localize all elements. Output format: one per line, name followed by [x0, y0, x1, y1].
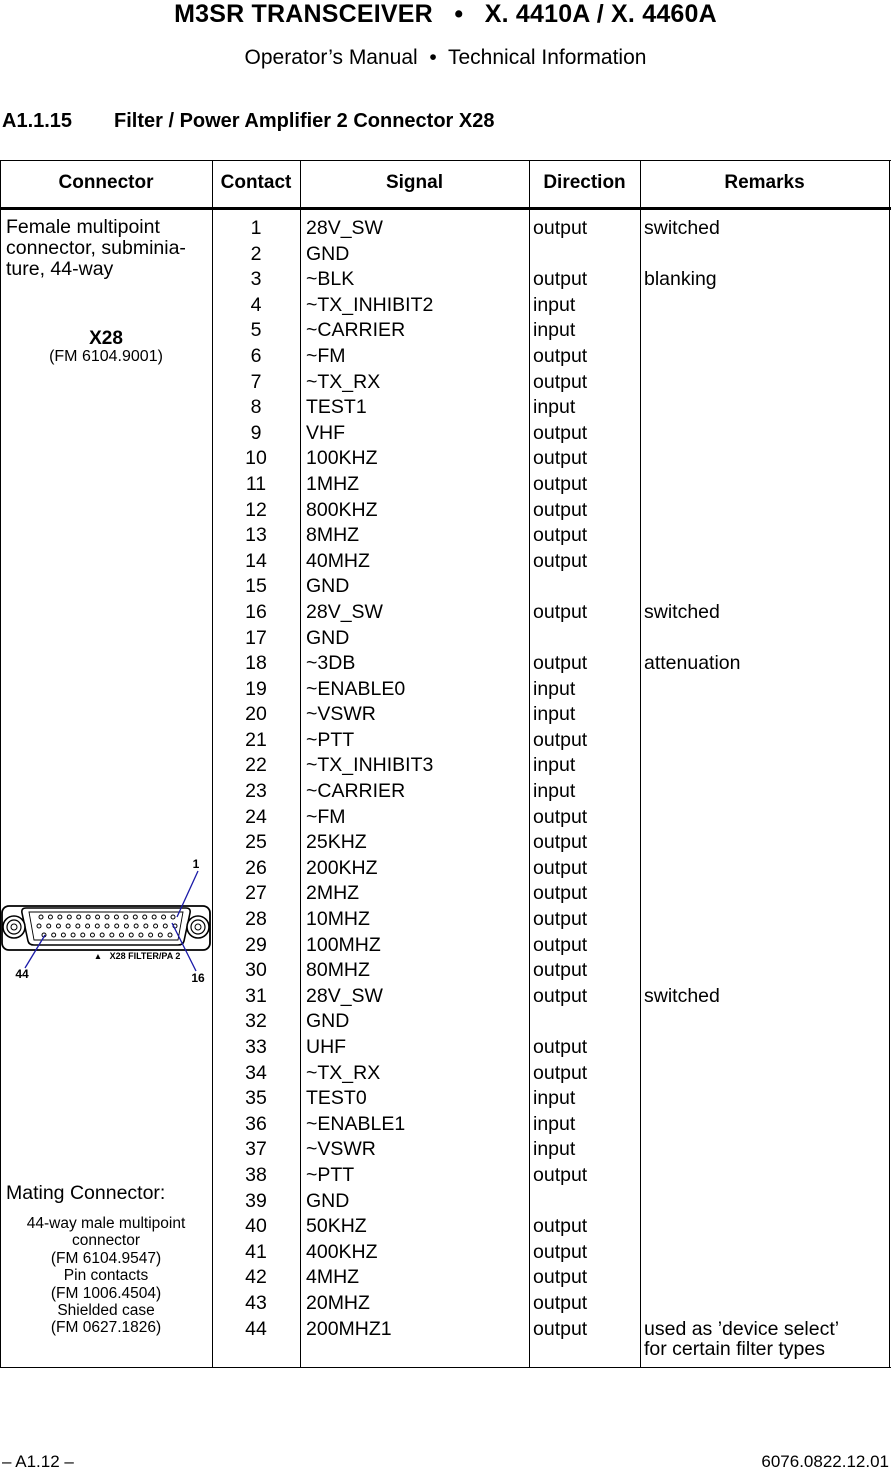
table-row	[0, 627, 891, 653]
contact-cell: 28	[245, 908, 267, 931]
table-row	[0, 345, 891, 371]
table-row	[0, 1266, 891, 1292]
direction-cell: output	[533, 652, 588, 675]
contact-cell: 25	[245, 831, 267, 854]
table-row	[0, 1010, 891, 1036]
signal-cell: GND	[306, 575, 350, 598]
signal-cell: UHF	[306, 1036, 347, 1058]
contact-cell: 38	[245, 1163, 267, 1186]
table-row	[0, 294, 891, 320]
signal-cell: 800KHZ	[306, 498, 378, 521]
table-row	[0, 1113, 891, 1139]
contact-cell: 40	[245, 1215, 267, 1238]
direction-cell: output	[533, 908, 588, 931]
direction-cell: output	[533, 421, 588, 444]
table-row	[0, 857, 891, 883]
signal-cell: 200KHZ	[306, 856, 378, 879]
direction-cell: output	[533, 472, 588, 495]
mating-connector-label: Mating Connector:	[6, 1182, 166, 1204]
contact-cell: 2	[250, 242, 262, 265]
direction-cell: input	[533, 396, 576, 419]
pin-44-label: 44	[15, 967, 29, 981]
contact-cell: 5	[250, 319, 262, 342]
table-row	[0, 1138, 891, 1164]
contact-cell: 35	[245, 1087, 267, 1110]
table-row	[0, 447, 891, 473]
signal-cell: GND	[306, 1010, 350, 1033]
contact-cell: 14	[245, 549, 267, 572]
signal-cell: GND	[306, 1189, 350, 1212]
direction-cell: input	[533, 293, 576, 316]
pin-16-label: 16	[191, 971, 205, 985]
mating-line: (FM 1006.4504)	[50, 1284, 162, 1302]
table-row	[0, 524, 891, 550]
direction-cell: output	[533, 959, 588, 982]
header-contact: Contact	[220, 172, 292, 193]
table-row	[0, 1317, 891, 1360]
direction-cell: output	[533, 856, 588, 879]
contact-cell: 29	[245, 933, 267, 956]
direction-cell: output	[533, 1240, 588, 1263]
table-row	[0, 1215, 891, 1241]
signal-cell: ~ENABLE0	[306, 677, 406, 700]
signal-cell: ~TX_INHIBIT3	[306, 754, 434, 777]
contact-cell: 15	[245, 575, 267, 598]
description-line: ture, 44-way	[6, 258, 114, 280]
contact-cell: 27	[245, 882, 267, 905]
table-row	[0, 1087, 891, 1113]
direction-cell: output	[533, 1061, 588, 1084]
pin-1-label: 1	[192, 857, 200, 871]
signal-cell: 100MHZ	[306, 933, 381, 956]
signal-cell: 100KHZ	[306, 447, 378, 470]
contact-cell: 19	[245, 677, 267, 700]
contact-cell: 43	[245, 1291, 267, 1314]
signal-cell: ~FM	[306, 805, 346, 828]
table-row	[0, 473, 891, 499]
description-line: connector, subminia-	[6, 237, 186, 259]
direction-cell: input	[533, 1112, 576, 1135]
direction-cell: output	[533, 1317, 588, 1340]
connector-marking: X28 FILTER/PA 2	[109, 951, 181, 961]
signal-cell: ~3DB	[306, 652, 356, 675]
connector-fm-number: (FM 6104.9001)	[49, 348, 163, 365]
table-top-border	[0, 160, 891, 161]
table-row	[0, 729, 891, 755]
table-row	[0, 1190, 891, 1216]
header-signal: Signal	[385, 172, 443, 193]
header-direction: Direction	[543, 172, 626, 193]
signal-cell: ~CARRIER	[306, 780, 406, 803]
table-row	[0, 1241, 891, 1267]
signal-cell: GND	[306, 626, 350, 649]
table-row	[0, 831, 891, 857]
table-row	[0, 550, 891, 576]
contact-cell: 36	[245, 1112, 267, 1135]
contact-cell: 16	[245, 600, 267, 623]
direction-cell: input	[533, 677, 576, 700]
section-title: Filter / Power Amplifier 2 Connector X28	[114, 110, 495, 132]
contact-cell: 10	[245, 447, 267, 470]
contact-cell: 32	[245, 1010, 267, 1033]
remarks-cell: blanking	[644, 268, 717, 291]
remarks-cell: attenuation	[644, 652, 741, 675]
contact-cell: 44	[245, 1317, 267, 1340]
signal-cell: ~PTT	[306, 728, 355, 751]
direction-cell: output	[533, 1163, 588, 1186]
mating-line: Pin contacts	[63, 1267, 149, 1285]
table-row	[0, 499, 891, 525]
table-row	[0, 601, 891, 627]
table-row	[0, 217, 891, 243]
remarks-cell-continued: for certain filter types	[644, 1337, 825, 1360]
direction-cell: output	[533, 549, 588, 572]
table-row	[0, 754, 891, 780]
direction-cell: output	[533, 831, 588, 854]
page-number: – A1.12 –	[2, 1452, 74, 1471]
table-row	[0, 371, 891, 397]
remarks-cell: switched	[644, 217, 720, 239]
contact-cell: 34	[245, 1061, 267, 1084]
connector-table	[0, 160, 891, 1368]
contact-rows	[0, 217, 891, 1360]
table-row	[0, 243, 891, 269]
signal-cell: ~BLK	[306, 268, 355, 291]
direction-cell: output	[533, 344, 588, 367]
signal-cell: 200MHZ1	[306, 1317, 392, 1340]
contact-cell: 21	[245, 728, 267, 751]
signal-cell: 25KHZ	[306, 831, 367, 854]
contact-cell: 42	[245, 1266, 267, 1289]
description-line: Female multipoint	[6, 216, 160, 238]
signal-cell: 40MHZ	[306, 549, 370, 572]
mating-line: 44-way male multipoint	[26, 1215, 186, 1232]
contact-cell: 39	[245, 1189, 267, 1212]
table-row	[0, 422, 891, 448]
signal-cell: 10MHZ	[306, 908, 370, 931]
direction-cell: output	[533, 268, 588, 291]
contact-cell: 6	[250, 344, 262, 367]
table-row	[0, 882, 891, 908]
header-remarks: Remarks	[724, 172, 805, 193]
table-row	[0, 908, 891, 934]
table-row	[0, 1062, 891, 1088]
contact-cell: 18	[245, 652, 267, 675]
mating-line: connector	[71, 1232, 141, 1250]
remarks-cell: switched	[644, 600, 720, 623]
signal-cell: ~VSWR	[306, 703, 376, 726]
connector-marking-arrow: ▲	[93, 951, 103, 961]
signal-cell: 2MHZ	[306, 882, 360, 905]
direction-cell: output	[533, 1215, 588, 1238]
signal-cell: GND	[306, 242, 350, 265]
direction-cell: output	[533, 805, 588, 828]
signal-cell: 400KHZ	[306, 1240, 378, 1263]
table-row	[0, 678, 891, 704]
direction-cell: output	[533, 728, 588, 751]
direction-cell: output	[533, 1266, 588, 1289]
remarks-cell: switched	[644, 984, 720, 1007]
signal-cell: 28V_SW	[306, 217, 383, 239]
direction-cell: output	[533, 217, 588, 239]
table-row	[0, 780, 891, 806]
contact-cell: 1	[250, 217, 262, 239]
contact-cell: 30	[245, 959, 267, 982]
signal-cell: 20MHZ	[306, 1291, 370, 1314]
contact-cell: 31	[245, 984, 267, 1007]
signal-cell: ~ENABLE1	[306, 1112, 406, 1135]
direction-cell: input	[533, 1138, 576, 1161]
signal-cell: 1MHZ	[306, 472, 360, 495]
signal-cell: ~VSWR	[306, 1138, 376, 1161]
contact-cell: 22	[245, 754, 267, 777]
signal-cell: 8MHZ	[306, 524, 360, 547]
direction-cell: output	[533, 600, 588, 623]
signal-cell: ~CARRIER	[306, 319, 406, 342]
table-bottom-border	[0, 1367, 891, 1368]
signal-cell: TEST1	[306, 396, 367, 419]
contact-cell: 37	[245, 1138, 267, 1161]
direction-cell: output	[533, 882, 588, 905]
header-connector: Connector	[58, 172, 154, 193]
direction-cell: output	[533, 1291, 588, 1314]
table-row	[0, 1292, 891, 1318]
signal-cell: 4MHZ	[306, 1266, 360, 1289]
table-row	[0, 985, 891, 1011]
mating-line: Shielded case	[57, 1302, 155, 1320]
page-header-subtitle: Operator’s Manual • Technical Information	[244, 46, 647, 69]
page-header-title: M3SR TRANSCEIVER • X. 4410A / X. 4460A	[174, 0, 717, 28]
direction-cell: output	[533, 498, 588, 521]
table-row	[0, 396, 891, 422]
contact-cell: 23	[245, 780, 267, 803]
direction-cell: output	[533, 933, 588, 956]
contact-cell: 33	[245, 1036, 267, 1058]
header-separator	[0, 207, 891, 210]
signal-cell: ~PTT	[306, 1163, 355, 1186]
remarks-cell: used as ’device select’	[644, 1317, 840, 1340]
contact-cell: 9	[250, 421, 262, 444]
signal-cell: 50KHZ	[306, 1215, 367, 1238]
signal-cell: TEST0	[306, 1087, 367, 1110]
table-row	[0, 703, 891, 729]
contact-cell: 26	[245, 856, 267, 879]
table-row	[0, 652, 891, 678]
signal-cell: 28V_SW	[306, 600, 383, 623]
table-row	[0, 959, 891, 985]
signal-cell: ~TX_RX	[306, 370, 381, 393]
contact-cell: 17	[245, 626, 267, 649]
contact-cell: 24	[245, 805, 267, 828]
table-row	[0, 268, 891, 294]
direction-cell: input	[533, 1087, 576, 1110]
signal-cell: ~TX_RX	[306, 1061, 381, 1084]
direction-cell: output	[533, 1036, 588, 1058]
direction-cell: output	[533, 984, 588, 1007]
direction-cell: output	[533, 370, 588, 393]
contact-cell: 11	[245, 472, 267, 495]
connector-designator: X28	[89, 328, 123, 349]
direction-cell: output	[533, 524, 588, 547]
signal-cell: 80MHZ	[306, 959, 370, 982]
signal-cell: ~TX_INHIBIT2	[306, 293, 434, 316]
contact-cell: 8	[250, 396, 262, 419]
table-row	[0, 934, 891, 960]
document-number: 6076.0822.12.01	[761, 1452, 889, 1471]
contact-cell: 13	[245, 524, 267, 547]
mating-line: (FM 0627.1826)	[50, 1319, 162, 1337]
table-row	[0, 575, 891, 601]
signal-cell: 28V_SW	[306, 984, 383, 1007]
contact-cell: 4	[250, 293, 262, 316]
table-row	[0, 1164, 891, 1190]
contact-cell: 3	[250, 268, 262, 291]
contact-cell: 12	[245, 498, 267, 521]
signal-cell: ~FM	[306, 344, 346, 367]
section-heading	[2, 108, 494, 134]
signal-cell: VHF	[306, 421, 345, 444]
section-number: A1.1.15	[2, 110, 73, 132]
direction-cell: input	[533, 754, 576, 777]
direction-cell: input	[533, 780, 576, 803]
table-row	[0, 806, 891, 832]
contact-cell: 41	[245, 1240, 267, 1263]
table-row	[0, 319, 891, 345]
contact-cell: 7	[250, 370, 262, 393]
table-row	[0, 1036, 891, 1062]
direction-cell: input	[533, 703, 576, 726]
contact-cell: 20	[245, 703, 267, 726]
direction-cell: output	[533, 447, 588, 470]
direction-cell: input	[533, 319, 576, 342]
mating-line: (FM 6104.9547)	[50, 1249, 162, 1267]
